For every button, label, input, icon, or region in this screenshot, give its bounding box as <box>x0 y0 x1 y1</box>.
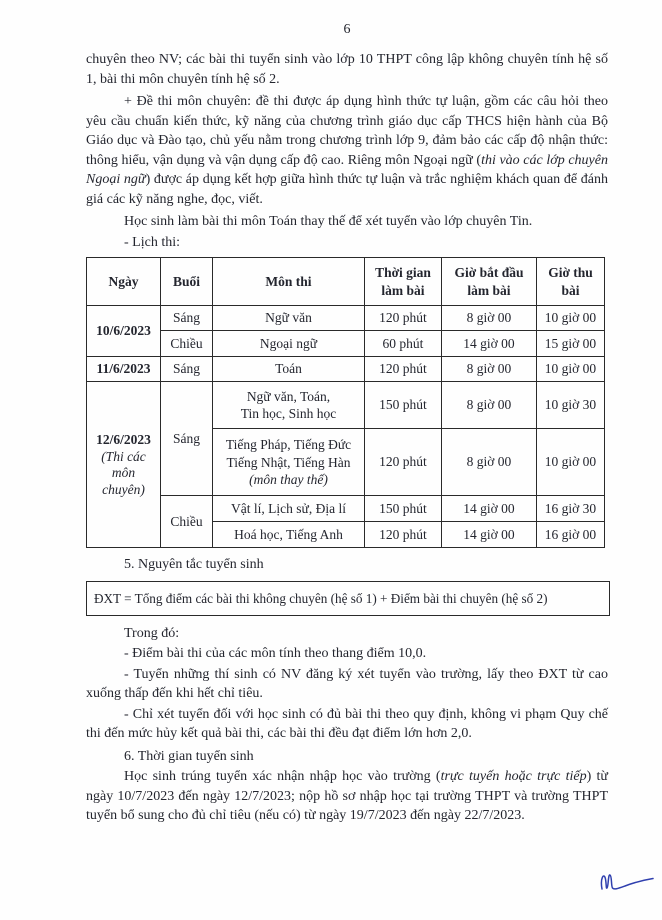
table-row <box>87 357 605 382</box>
table-row <box>87 382 605 429</box>
page-content <box>86 22 608 829</box>
paragraph-continuation: chuyên theo NV; các bài thi tuyển sinh vào lớp 10 THPT công lập không chuyên tính hệ số 1, bài thi môn chuyên tính hệ số 2. <box>86 52 608 87</box>
cell-start-time: 8 giờ 00 <box>442 306 537 331</box>
cell-date <box>87 382 161 548</box>
col-header-buoi: Buổi <box>161 258 213 306</box>
paragraph-thoi-gian-tuyen-sinh <box>86 767 608 826</box>
text-segment-italic: thi vào các lớp chuyên Ngoại ngữ <box>86 152 608 187</box>
formula-box <box>86 581 610 616</box>
subject-line: Ngữ văn, Toán, <box>246 388 331 404</box>
cell-session: Sáng <box>161 306 213 331</box>
label-lich-thi: - Lịch thi: <box>124 234 180 250</box>
table-row <box>87 496 605 522</box>
cell-session: Sáng <box>161 357 213 382</box>
text-segment: + Đề thi môn chuyên: đề thi được áp dụng hình thức tự luận, gồm các câu hỏi theo yêu cầu chuẩn kiến thức, kỹ năng của chương trình giáo dục cấp THCS hiện hành của Bộ Giáo dục và Đào tạo, chủ yếu nằm trong chương trình lớp 9, đảm bảo các cấp độ nhận thức: thông hiểu, vận dụng và vận dụng cấp độ cao. Riêng môn Ngoại ngữ ( <box>86 94 608 168</box>
cell-session: Chiều <box>161 331 213 357</box>
col-header-gio-thu: Giờ thu bài <box>537 258 605 306</box>
subject-line: Tin học, Sinh học <box>240 406 337 421</box>
cell-session: Sáng <box>161 382 213 496</box>
cell-duration: 120 phút <box>365 357 442 382</box>
cell-subject <box>213 429 365 496</box>
table-header-row <box>87 258 605 306</box>
label-trong-do: Trong đó: <box>124 625 180 641</box>
cell-end-time: 10 giờ 00 <box>537 306 605 331</box>
cell-end-time: 16 giờ 00 <box>537 522 605 548</box>
cell-duration: 150 phút <box>365 382 442 429</box>
cell-duration: 120 phút <box>365 306 442 331</box>
cell-session: Chiều <box>161 496 213 548</box>
col-header-ngay: Ngày <box>87 258 161 306</box>
cell-start-time: 14 giờ 00 <box>442 496 537 522</box>
col-header-mon-thi: Môn thi <box>213 258 365 306</box>
bullet-tuyen-nv: - Tuyển những thí sinh có NV đăng ký xét tuyển vào trường, lấy theo ĐXT từ cao xuống thấp đến khi hết chỉ tiêu. <box>86 666 608 701</box>
cell-subject: Ngữ văn <box>213 306 365 331</box>
cell-start-time: 14 giờ 00 <box>442 522 537 548</box>
cell-duration: 150 phút <box>365 496 442 522</box>
col-header-gio-bat-dau: Giờ bắt đầu làm bài <box>442 258 537 306</box>
table-body <box>87 306 605 548</box>
cell-end-time: 10 giờ 00 <box>537 357 605 382</box>
table-row <box>87 331 605 357</box>
cell-end-time: 10 giờ 30 <box>537 382 605 429</box>
table-header <box>87 258 605 306</box>
paragraph-de-thi-mon-chuyen <box>86 92 608 209</box>
text-segment-italic: trực tuyến hoặc trực tiếp <box>440 769 587 784</box>
cell-duration: 60 phút <box>365 331 442 357</box>
page-number: 6 <box>343 22 351 37</box>
cell-end-time: 10 giờ 00 <box>537 429 605 496</box>
text-segment: Học sinh trúng tuyển xác nhận nhập học vào trường ( <box>124 769 441 784</box>
cell-end-time: 15 giờ 00 <box>537 331 605 357</box>
text-segment: ) được áp dụng kết hợp giữa hình thức tự luận và trắc nghiệm khách quan để đánh giá các kỹ năng nghe, đọc, viết. <box>86 172 608 207</box>
cell-subject: Ngoại ngữ <box>213 331 365 357</box>
text-segment: ) từ ngày 10/7/2023 đến ngày 12/7/2023; nộp hồ sơ nhập học tại trường THPT và trường THPT tuyển bổ sung cho đủ chỉ tiêu (nếu có) từ ngày 19/7/2023 đến ngày 22/7/2023. <box>86 769 609 823</box>
subject-note: (môn thay thế) <box>249 472 328 487</box>
subject-line: Tiếng Nhật, Tiếng Hàn <box>226 454 351 470</box>
cell-start-time: 8 giờ 00 <box>442 357 537 382</box>
cell-date: 11/6/2023 <box>87 357 161 382</box>
section5-title: 5. Nguyên tắc tuyển sinh <box>124 557 264 572</box>
cell-subject: Hoá học, Tiếng Anh <box>213 522 365 548</box>
cell-start-time: 14 giờ 00 <box>442 331 537 357</box>
cell-duration: 120 phút <box>365 522 442 548</box>
bullet-thang-diem: - Điểm bài thi của các môn tính theo thang điểm 10,0. <box>124 646 427 661</box>
exam-schedule-table <box>86 257 605 548</box>
cell-subject: Toán <box>213 357 365 382</box>
paragraph-toan-thay-the: Học sinh làm bài thi môn Toán thay thế để xét tuyển vào lớp chuyên Tin. <box>124 214 533 229</box>
date-value: 12/6/2023 <box>96 432 151 447</box>
cell-start-time: 8 giờ 00 <box>442 382 537 429</box>
ink-signature <box>594 862 656 904</box>
section6-title: 6. Thời gian tuyển sinh <box>124 748 254 764</box>
subject-line: Tiếng Pháp, Tiếng Đức <box>225 437 352 452</box>
col-header-thoi-gian: Thời gian làm bài <box>365 258 442 306</box>
cell-start-time: 8 giờ 00 <box>442 429 537 496</box>
cell-subject <box>213 382 365 429</box>
cell-end-time: 16 giờ 30 <box>537 496 605 522</box>
table-row <box>87 306 605 331</box>
cell-duration: 120 phút <box>365 429 442 496</box>
date-note: (Thi các môn chuyên) <box>101 448 146 497</box>
cell-date: 10/6/2023 <box>87 306 161 357</box>
bullet-chi-xet-tuyen: - Chỉ xét tuyển đối với học sinh có đủ bài thi theo quy định, không vi phạm Quy chế thi đến mức hủy kết quả bài thi, các bài thi đều đạt điểm lớn hơn 2,0. <box>86 706 608 741</box>
cell-subject: Vật lí, Lịch sử, Địa lí <box>213 496 365 522</box>
formula-text: ĐXT = Tổng điểm các bài thi không chuyên (hệ số 1) + Điểm bài thi chuyên (hệ số 2) <box>94 590 548 606</box>
